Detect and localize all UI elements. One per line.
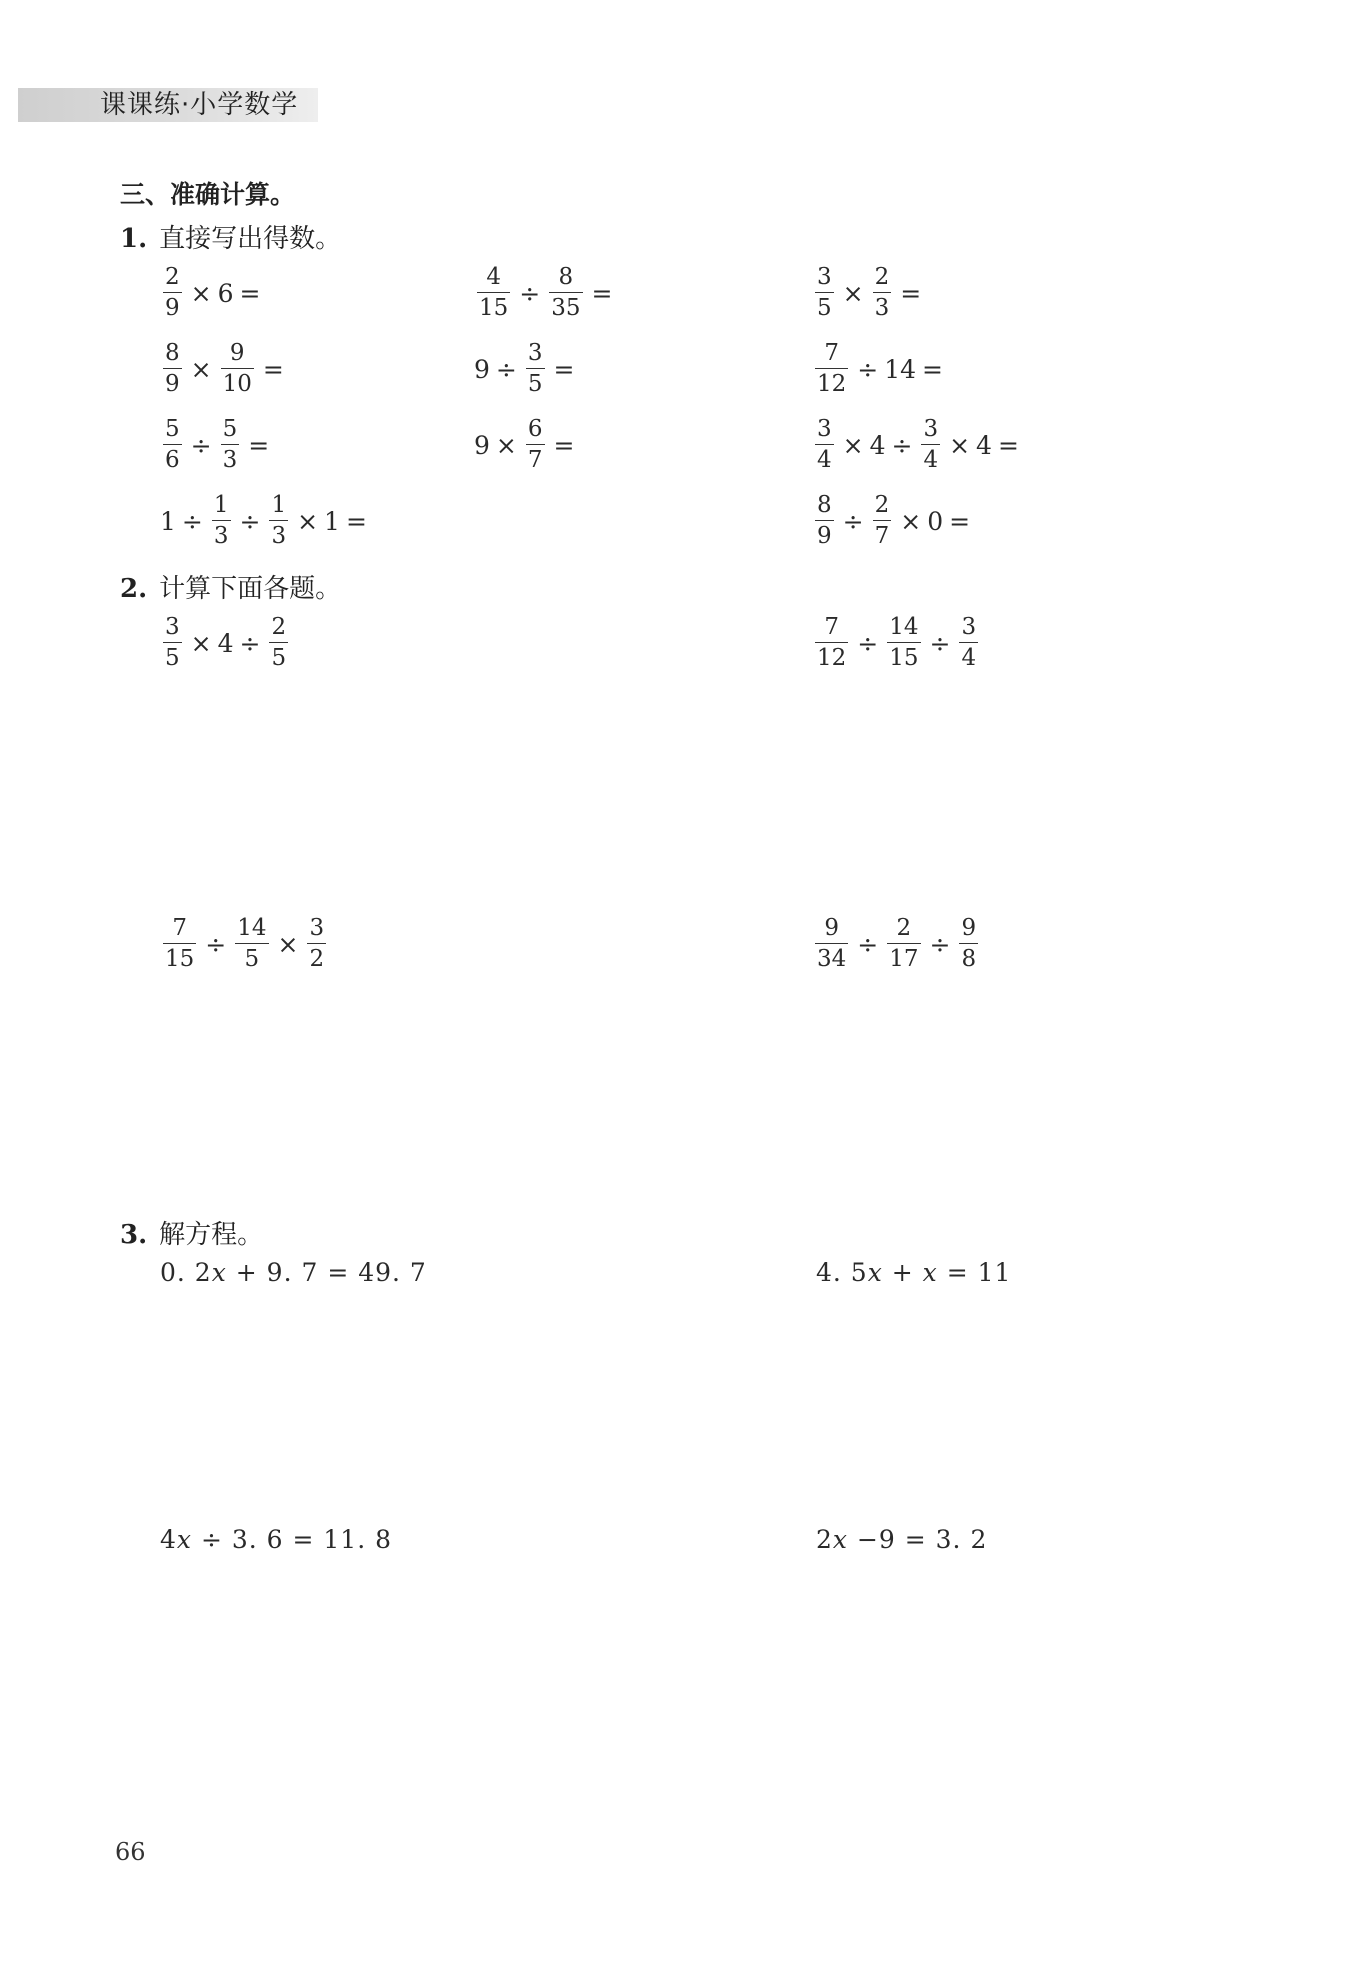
numerator: 7 — [824, 614, 839, 640]
fraction-bar — [959, 642, 978, 643]
numerator: 3 — [165, 614, 180, 640]
question-text: 直接写出得数。 — [159, 224, 342, 254]
term: = 11 — [937, 1258, 1012, 1287]
operator: = — [345, 506, 367, 536]
operator: = — [553, 430, 575, 460]
fraction-bar — [163, 642, 182, 643]
term: 1 — [160, 506, 176, 536]
numerator: 3 — [309, 915, 325, 941]
operator: = — [248, 430, 270, 460]
denominator: 6 — [165, 447, 180, 473]
fraction — [269, 616, 288, 670]
denominator: 5 — [817, 295, 832, 321]
denominator: 2 — [309, 946, 325, 972]
operator: = — [553, 354, 575, 384]
numerator: 3 — [527, 340, 543, 366]
fraction-bar — [873, 292, 892, 293]
numerator: 8 — [817, 492, 832, 518]
operator: × — [190, 354, 212, 384]
numerator: 7 — [824, 340, 839, 366]
numerator: 3 — [817, 264, 832, 290]
fraction-bar — [815, 943, 848, 944]
operator: ÷ — [205, 929, 227, 959]
fraction-bar — [526, 368, 545, 369]
term: 4 — [160, 1525, 177, 1554]
q1-expression — [474, 418, 580, 472]
operator: ÷ — [495, 354, 517, 384]
fraction-bar — [163, 292, 182, 293]
numerator: 5 — [165, 416, 180, 442]
numerator: 8 — [558, 264, 574, 290]
operator: = — [239, 278, 261, 308]
denominator: 5 — [271, 645, 287, 671]
fraction — [235, 917, 268, 971]
operator: ÷ — [842, 506, 864, 536]
numerator: 7 — [172, 915, 187, 941]
question-1-title — [120, 218, 341, 255]
denominator: 3 — [271, 523, 287, 549]
fraction-bar — [887, 642, 920, 643]
denominator: 15 — [479, 295, 509, 321]
fraction — [212, 494, 231, 548]
numerator: 9 — [229, 340, 245, 366]
fraction-bar — [477, 292, 510, 293]
q2-expression — [812, 917, 981, 971]
q1-expression — [474, 342, 580, 396]
denominator: 9 — [165, 295, 180, 321]
fraction — [815, 616, 848, 670]
denominator: 8 — [961, 946, 977, 972]
operator: ÷ — [857, 354, 879, 384]
term: 0 — [927, 506, 944, 536]
fraction-bar — [163, 943, 196, 944]
fraction — [815, 917, 848, 971]
term: 9 — [474, 354, 490, 384]
fraction-bar — [212, 520, 231, 521]
term: 4 — [976, 430, 992, 460]
operator: ÷ — [519, 278, 541, 308]
fraction-bar — [887, 943, 920, 944]
denominator: 12 — [817, 645, 847, 671]
numerator: 1 — [271, 492, 287, 518]
fraction-bar — [815, 292, 834, 293]
q1-expression — [474, 266, 618, 320]
denominator: 3 — [213, 523, 229, 549]
variable: x — [211, 1258, 227, 1287]
denominator: 3 — [222, 447, 238, 473]
denominator: 4 — [961, 645, 977, 671]
fraction — [921, 418, 940, 472]
numerator: 2 — [874, 264, 890, 290]
denominator: 35 — [551, 295, 581, 321]
numerator: 14 — [889, 614, 919, 640]
q1-expression — [812, 266, 927, 320]
fraction — [307, 917, 326, 971]
operator: × — [842, 278, 864, 308]
numerator: 6 — [527, 416, 543, 442]
fraction-bar — [815, 368, 848, 369]
question-number: 2. — [120, 574, 148, 604]
q2-expression — [160, 917, 329, 971]
page-number: 66 — [115, 1838, 146, 1866]
question-text: 解方程。 — [159, 1220, 264, 1250]
fraction — [526, 418, 545, 472]
denominator: 4 — [923, 447, 939, 473]
operator: = — [900, 278, 922, 308]
fraction-bar — [959, 943, 978, 944]
term: 4. 5 — [816, 1258, 868, 1287]
denominator: 17 — [889, 946, 919, 972]
variable: x — [176, 1525, 193, 1554]
fraction-bar — [269, 520, 288, 521]
fraction — [887, 616, 920, 670]
operator: ÷ — [857, 628, 879, 658]
denominator: 5 — [244, 946, 260, 972]
fraction — [815, 266, 834, 320]
q3-equation — [816, 1525, 987, 1554]
operator: ÷ — [239, 506, 261, 536]
denominator: 4 — [817, 447, 832, 473]
numerator: 14 — [237, 915, 267, 941]
denominator: 7 — [874, 523, 890, 549]
question-2-title — [120, 568, 341, 605]
fraction — [815, 494, 834, 548]
fraction — [887, 917, 920, 971]
numerator: 3 — [817, 416, 832, 442]
fraction — [549, 266, 582, 320]
numerator: 2 — [165, 264, 180, 290]
fraction — [163, 418, 182, 472]
numerator: 3 — [923, 416, 939, 442]
header-title: 课课练·小学数学 — [100, 90, 299, 120]
operator: × — [277, 929, 299, 959]
operator: = — [997, 430, 1019, 460]
operator: ÷ — [190, 430, 212, 460]
fraction-bar — [269, 642, 288, 643]
fraction-bar — [163, 368, 182, 369]
fraction — [269, 494, 288, 548]
fraction — [873, 494, 892, 548]
numerator: 2 — [896, 915, 912, 941]
denominator: 15 — [889, 645, 919, 671]
denominator: 10 — [222, 371, 252, 397]
denominator: 12 — [817, 371, 847, 397]
numerator: 8 — [165, 340, 180, 366]
operator: × — [949, 430, 971, 460]
term: 0. 2 — [160, 1258, 212, 1287]
fraction — [163, 266, 182, 320]
q1-expression — [160, 342, 290, 396]
numerator: 1 — [213, 492, 229, 518]
operator: ÷ — [891, 430, 913, 460]
fraction — [163, 342, 182, 396]
term: ÷ 3. 6 = 11. 8 — [192, 1525, 393, 1554]
fraction — [221, 342, 254, 396]
operator: × — [190, 278, 212, 308]
denominator: 9 — [817, 523, 832, 549]
q1-expression — [160, 418, 275, 472]
term: 14 — [884, 354, 917, 384]
denominator: 15 — [165, 946, 195, 972]
fraction-bar — [921, 444, 940, 445]
numerator: 9 — [961, 915, 977, 941]
q3-equation — [160, 1258, 427, 1287]
term: 4 — [869, 430, 886, 460]
operator: = — [262, 354, 284, 384]
operator: ÷ — [857, 929, 879, 959]
denominator: 3 — [874, 295, 890, 321]
q1-expression — [160, 494, 373, 548]
denominator: 34 — [817, 946, 847, 972]
fraction-bar — [526, 444, 545, 445]
fraction-bar — [815, 444, 834, 445]
fraction-bar — [163, 444, 182, 445]
q2-expression — [160, 616, 291, 670]
term: 4 — [217, 628, 234, 658]
variable: x — [922, 1258, 938, 1287]
section-title: 三、准确计算。 — [120, 180, 296, 209]
variable: x — [867, 1258, 883, 1287]
operator: × — [900, 506, 922, 536]
numerator: 5 — [222, 416, 238, 442]
denominator: 9 — [165, 371, 180, 397]
fraction-bar — [815, 642, 848, 643]
q2-expression — [812, 616, 981, 670]
numerator: 2 — [874, 492, 890, 518]
fraction — [163, 616, 182, 670]
operator: = — [949, 506, 971, 536]
operator: × — [842, 430, 864, 460]
q1-expression — [812, 494, 976, 548]
operator: = — [591, 278, 613, 308]
operator: ÷ — [929, 929, 951, 959]
fraction — [959, 917, 978, 971]
fraction-bar — [873, 520, 892, 521]
term: + 9. 7 = 49. 7 — [226, 1258, 427, 1287]
numerator: 9 — [824, 915, 839, 941]
fraction — [477, 266, 510, 320]
numerator: 3 — [961, 614, 977, 640]
operator: × — [190, 628, 212, 658]
question-number: 1. — [120, 224, 148, 254]
fraction — [526, 342, 545, 396]
term: 1 — [324, 506, 340, 536]
question-text: 计算下面各题。 — [159, 574, 342, 604]
fraction-bar — [815, 520, 834, 521]
operator: ÷ — [239, 628, 261, 658]
term: 9 — [474, 430, 490, 460]
denominator: 5 — [527, 371, 543, 397]
denominator: 5 — [165, 645, 180, 671]
variable: x — [832, 1525, 849, 1554]
fraction — [221, 418, 240, 472]
term: 6 — [217, 278, 234, 308]
q1-expression — [812, 342, 949, 396]
fraction-bar — [221, 368, 254, 369]
fraction — [163, 917, 196, 971]
fraction — [959, 616, 978, 670]
operator: × — [495, 430, 517, 460]
q1-expression — [160, 266, 266, 320]
question-3-title — [120, 1214, 263, 1251]
operator: = — [922, 354, 943, 384]
numerator: 4 — [486, 264, 501, 290]
fraction — [815, 418, 834, 472]
denominator: 7 — [527, 447, 543, 473]
term: 2 — [816, 1525, 833, 1554]
q1-expression — [812, 418, 1025, 472]
fraction — [873, 266, 892, 320]
q3-equation — [160, 1525, 392, 1554]
operator: ÷ — [181, 506, 203, 536]
fraction — [815, 342, 848, 396]
term: −9 = 3. 2 — [848, 1525, 988, 1554]
term: + — [882, 1258, 923, 1287]
q3-equation — [816, 1258, 1011, 1287]
fraction-bar — [221, 444, 240, 445]
fraction-bar — [235, 943, 268, 944]
numerator: 2 — [271, 614, 287, 640]
fraction-bar — [549, 292, 582, 293]
operator: × — [297, 506, 319, 536]
operator: ÷ — [929, 628, 951, 658]
question-number: 3. — [120, 1220, 148, 1250]
fraction-bar — [307, 943, 326, 944]
